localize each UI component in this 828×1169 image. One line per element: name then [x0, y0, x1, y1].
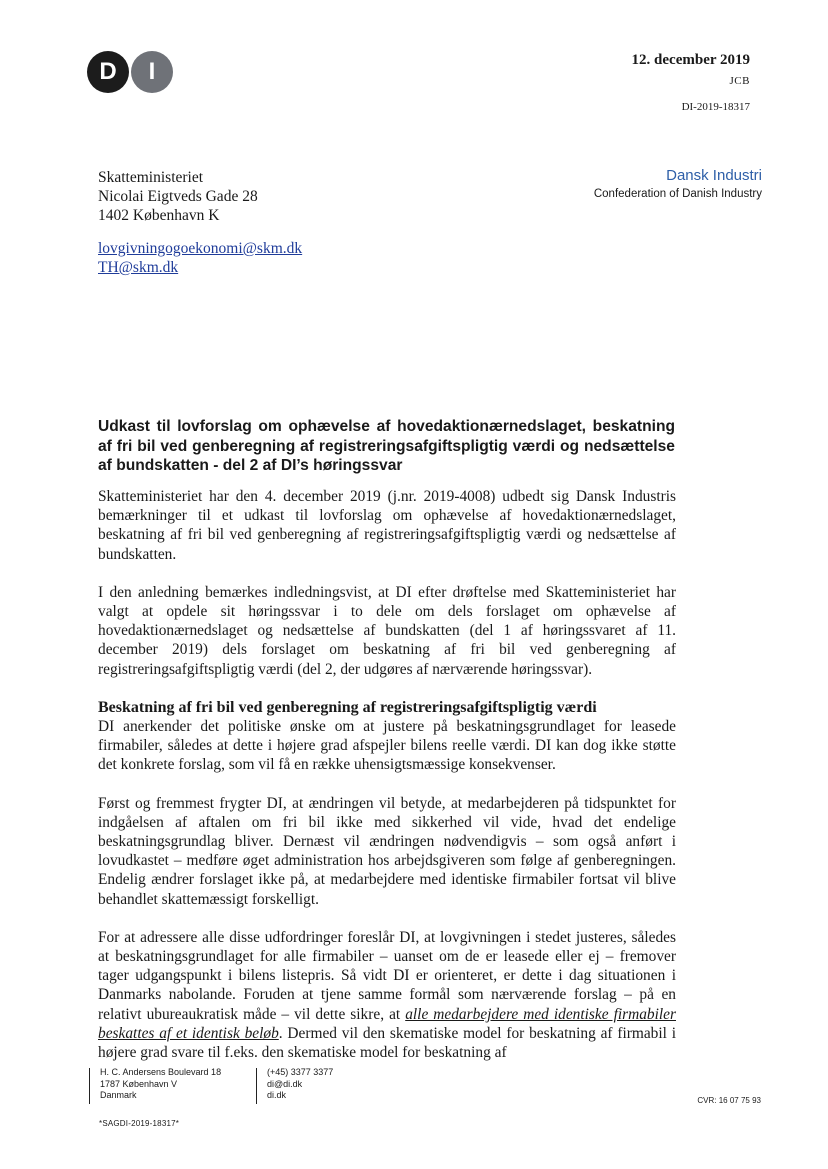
recipient-line: 1402 København K — [98, 207, 220, 224]
organization-block — [594, 166, 762, 202]
paragraph: Skatteministeriet har den 4. december 2019 (j.nr. 2019-4008) udbedt sig Dansk Industris bemærkninger til et udkast til lovforslag om ophævelse af hovedaktionærnedslaget, beskatning af fri bil ved genberegning af registreringsafgiftspligtig værdi og nedsættelse af bundskatten. — [98, 488, 676, 563]
author-initials: JCB — [729, 75, 750, 87]
cvr-number: CVR: 16 07 75 93 — [697, 1096, 761, 1105]
footer-address-line: 1787 København V — [100, 1078, 178, 1089]
paragraph — [98, 928, 676, 1062]
footer-address — [89, 1067, 221, 1102]
letter-date: 12. december 2019 — [631, 52, 750, 68]
logo-letter-d: D — [87, 51, 129, 93]
letter-header-meta — [632, 49, 750, 121]
paragraph-text: For at adressere alle disse udfordringer foreslår DI, at lovgivningen i stedet justeres, således at beskatningsgrundlaget for alle firmabiler – uanset om de er leasede eller ej – fremover tager udgangspunkt i bilens listepris. Så vidt DI er orienteret, er dette i dag situationen i Danmarks nabolande. Foruden at tjene samme formål som nærværende forslag – på en relativt ubureaukratisk måde – vil dette sikre, at — [98, 928, 676, 1023]
recipient-line: Nicolai Eigtveds Gade 28 — [98, 188, 258, 205]
reference-number: DI-2019-18317 — [681, 101, 750, 113]
section-heading: Beskatning af fri bil ved genberegning af registreringsafgiftspligtig værdi — [98, 698, 597, 716]
letter-title: Udkast til lovforslag om ophævelse af hovedaktionærnedslaget, beskatning af fri bil ved genberegning af registreringsafgiftspligtig værdi og nedsættelse af bundskatten - del 2 af DI’s høringssvar — [98, 418, 675, 474]
recipient-emails — [98, 239, 302, 277]
paragraph-text: . Dermed vil den skematiske model for beskatning af firmabil i højere grad svare til f.eks. den skematiske model for beskatning af — [98, 1024, 676, 1062]
footer-address-line: Danmark — [100, 1090, 137, 1100]
footer-website: di.dk — [267, 1090, 287, 1100]
logo-letter-i: I — [131, 51, 173, 93]
footer-address-line: H. C. Andersens Boulevard 18 — [100, 1067, 222, 1077]
recipient-address — [98, 168, 258, 225]
emphasized-text: alle medarbejdere med identiske firmabiler beskattes af et identisk beløb — [98, 1005, 676, 1042]
email-link[interactable]: lovgivningogoekonomi@skm.dk — [98, 240, 303, 257]
di-logo — [87, 51, 173, 93]
organization-name: Dansk Industri — [666, 167, 762, 184]
paragraph: Først og fremmest frygter DI, at ændringen vil betyde, at medarbejderen på tidspunktet for indgåelsen af aftalen om fri bil ikke med sikkerhed vil vide, hvad det endelige beskatningsgrundlag bliver. Dernæst vil ændringen nødvendigvis – som også anført i lovudkastet – medføre øget administration hos arbejdsgiveren som følge af genberegningen. Endelig ændrer forslaget ikke på, at medarbejdere med identiske firmabiler fortsat vil blive behandlet skattemæssigt forskelligt. — [98, 794, 676, 908]
letter-body — [98, 487, 676, 1081]
footer-contact — [256, 1067, 333, 1102]
paragraph: I den anledning bemærkes indledningsvist, at DI efter drøftelse med Skatteministeriet har valgt at opdele sit høringssvar i to dele om dels forslaget om ophævelse af hovedaktionærnedslaget og nedsættelse af bundskatten (del 1 af høringssvaret af 11. december 2019) dels forslaget om beskatning af fri bil ved genberegning af registreringsafgiftspligtig værdi (del 2, der udgøres af nærværende høringssvar). — [98, 583, 676, 678]
paragraph: DI anerkender det politiske ønske om at justere på beskatningsgrundlaget for leasede firmabiler, således at dette i højere grad afspejler bilens reelle værdi. DI kan dog ikke støtte det konkrete forslag, som vil få en række uhensigtsmæssige konsekvenser. — [98, 718, 676, 774]
footer-phone: (+45) 3377 3377 — [267, 1067, 334, 1077]
document-code: *SAGDI-2019-18317* — [99, 1119, 180, 1128]
recipient-line: Skatteministeriet — [98, 169, 204, 186]
footer-email: di@di.dk — [267, 1078, 303, 1089]
organization-subtitle: Confederation of Danish Industry — [593, 188, 762, 200]
email-link[interactable]: TH@skm.dk — [98, 259, 179, 276]
